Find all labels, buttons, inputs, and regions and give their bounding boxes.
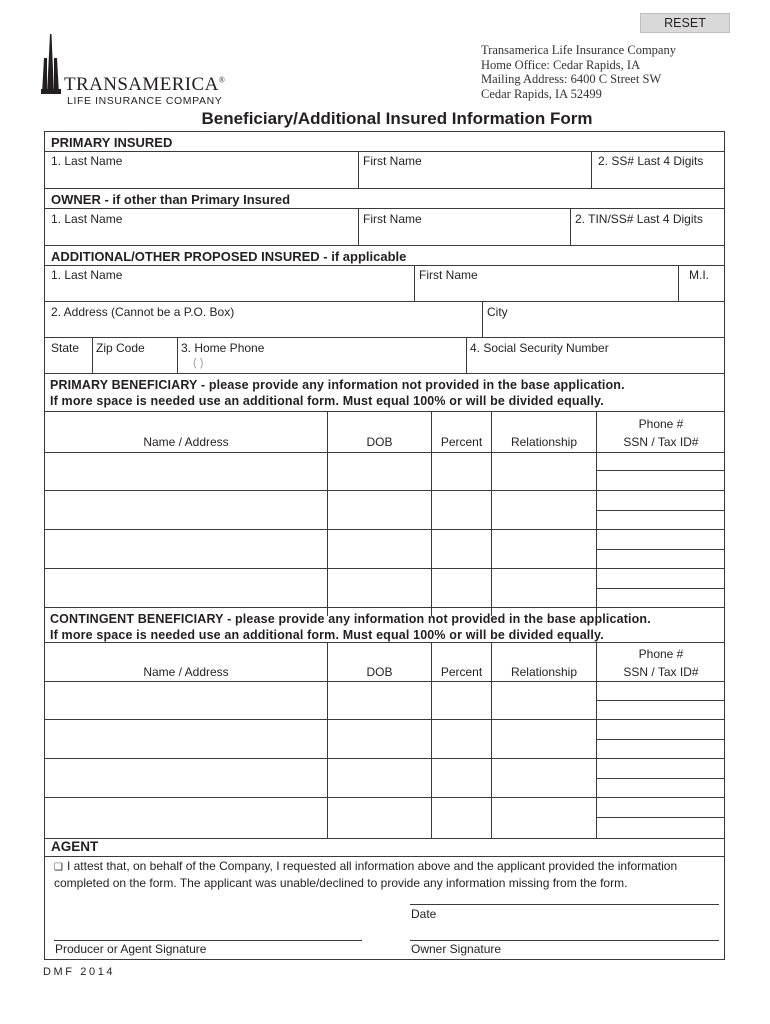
additional-state-label: State: [51, 341, 80, 355]
owner-heading: OWNER - if other than Primary Insured: [51, 192, 291, 207]
pb-row-4-relationship[interactable]: [492, 569, 596, 607]
primary-beneficiary-heading: PRIMARY BENEFICIARY - please provide any information not provided in the base application.: [50, 378, 625, 392]
additional-last-name-label: 1. Last Name: [51, 268, 123, 282]
cb-col-phone: Phone #: [638, 647, 684, 661]
additional-city-field[interactable]: [483, 301, 725, 337]
pb-row-2-relationship[interactable]: [492, 491, 596, 529]
producer-signature-line: [54, 940, 362, 941]
cb-row-1-phone-ssn[interactable]: [597, 682, 725, 719]
pb-row-2-name-address[interactable]: [45, 491, 327, 529]
pb-col-name-address: Name / Address: [143, 435, 229, 449]
cb-row-4-percent[interactable]: [432, 798, 491, 838]
primary-beneficiary-note: If more space is needed use an additional form. Must equal 100% or will be divided equally.: [50, 394, 604, 408]
pb-col-ssn-tax: SSN / Tax ID#: [623, 435, 699, 449]
pb-row-4-phone-ssn[interactable]: [597, 569, 725, 607]
attest-checkbox[interactable]: ❑: [54, 862, 63, 873]
city-state-zip: Cedar Rapids, IA 52499: [481, 86, 602, 101]
primary-insured-first-name-label: First Name: [363, 154, 422, 168]
pb-row-1-phone-ssn[interactable]: [597, 453, 725, 490]
cb-row-2-name-address[interactable]: [45, 720, 327, 758]
pb-col-dob: DOB: [366, 435, 393, 449]
form-title: Beneficiary/Additional Insured Information Form: [201, 109, 593, 128]
date-line: [410, 904, 719, 905]
producer-signature-field[interactable]: [54, 918, 362, 940]
mailing-address: Mailing Address: 6400 C Street SW: [481, 72, 662, 86]
reset-button[interactable]: RESET: [640, 13, 730, 33]
cb-row-4-name-address[interactable]: [45, 798, 327, 838]
transamerica-logo: [40, 34, 240, 106]
cb-row-3-percent[interactable]: [432, 759, 491, 797]
cb-row-1-relationship[interactable]: [492, 682, 596, 719]
logo-subline: LIFE INSURANCE COMPANY: [67, 95, 223, 107]
pb-col-phone: Phone #: [638, 417, 684, 431]
pb-row-2-dob[interactable]: [328, 491, 431, 529]
pb-row-3-percent[interactable]: [432, 530, 491, 568]
additional-mi-label: M.I.: [689, 268, 709, 282]
cb-row-4-relationship[interactable]: [492, 798, 596, 838]
pb-row-1-relationship[interactable]: [492, 453, 596, 490]
date-label: Date: [411, 907, 437, 921]
producer-signature-label: Producer or Agent Signature: [55, 942, 207, 956]
cb-row-1-dob[interactable]: [328, 682, 431, 719]
cb-row-3-dob[interactable]: [328, 759, 431, 797]
owner-signature-line: [410, 940, 719, 941]
home-office: Home Office: Cedar Rapids, IA: [481, 57, 641, 72]
cb-col-name-address: Name / Address: [143, 665, 229, 679]
cb-row-2-relationship[interactable]: [492, 720, 596, 758]
phone-area-code-parens: ( ): [193, 357, 204, 369]
pb-row-4-name-address[interactable]: [45, 569, 327, 607]
cb-row-3-phone-ssn[interactable]: [597, 759, 725, 797]
owner-signature-field[interactable]: [410, 918, 719, 940]
cb-row-1-percent[interactable]: [432, 682, 491, 719]
owner-signature-label: Owner Signature: [411, 942, 502, 956]
pb-row-3-name-address[interactable]: [45, 530, 327, 568]
owner-tin-label: 2. TIN/SS# Last 4 Digits: [575, 212, 703, 226]
pb-row-3-relationship[interactable]: [492, 530, 596, 568]
owner-first-name-label: First Name: [363, 212, 422, 226]
primary-insured-heading: PRIMARY INSURED: [51, 135, 173, 150]
pb-row-4-percent[interactable]: [432, 569, 491, 607]
cb-row-4-phone-ssn[interactable]: [597, 798, 725, 838]
company-address: [481, 43, 676, 101]
pb-row-4-dob[interactable]: [328, 569, 431, 607]
primary-insured-ss-label: 2. SS# Last 4 Digits: [598, 154, 704, 168]
cb-row-2-phone-ssn[interactable]: [597, 720, 725, 758]
additional-insured-heading: ADDITIONAL/OTHER PROPOSED INSURED - if applicable: [51, 249, 407, 264]
cb-col-percent: Percent: [440, 665, 483, 679]
cb-row-1-name-address[interactable]: [45, 682, 327, 719]
cb-row-2-dob[interactable]: [328, 720, 431, 758]
cb-row-3-relationship[interactable]: [492, 759, 596, 797]
cb-row-4-dob[interactable]: [328, 798, 431, 838]
company-name: Transamerica Life Insurance Company: [481, 43, 676, 57]
pb-row-2-percent[interactable]: [432, 491, 491, 529]
pb-row-1-dob[interactable]: [328, 453, 431, 490]
cb-col-ssn-tax: SSN / Tax ID#: [623, 665, 699, 679]
pb-row-2-phone-ssn[interactable]: [597, 491, 725, 529]
pb-col-percent: Percent: [440, 435, 483, 449]
agent-heading: AGENT: [51, 839, 99, 854]
registered-mark: ®: [218, 75, 226, 85]
attestation-text: I attest that, on behalf of the Company, I requested all information above and the applicant provided the information completed on the form. The applicant was unable/declined to provide any information missing from the form.: [54, 859, 678, 890]
pb-row-1-name-address[interactable]: [45, 453, 327, 490]
logo-wordmark: TRANSAMERICA: [64, 74, 219, 95]
additional-city-label: City: [487, 305, 508, 319]
form-code: DMF 2014: [43, 966, 116, 978]
pb-row-3-phone-ssn[interactable]: [597, 530, 725, 568]
pb-col-relationship: Relationship: [510, 435, 578, 449]
additional-home-phone-label: 3. Home Phone: [181, 341, 265, 355]
pb-row-3-dob[interactable]: [328, 530, 431, 568]
form-container: [44, 131, 725, 960]
primary-insured-last-name-label: 1. Last Name: [51, 154, 123, 168]
cb-row-3-name-address[interactable]: [45, 759, 327, 797]
cb-col-relationship: Relationship: [510, 665, 578, 679]
additional-address-label: 2. Address (Cannot be a P.O. Box): [51, 305, 235, 319]
cb-col-dob: DOB: [366, 665, 393, 679]
owner-last-name-label: 1. Last Name: [51, 212, 123, 226]
additional-zip-label: Zip Code: [96, 341, 145, 355]
cb-row-2-percent[interactable]: [432, 720, 491, 758]
date-field[interactable]: [410, 884, 719, 904]
additional-first-name-label: First Name: [419, 268, 478, 282]
pb-row-1-percent[interactable]: [432, 453, 491, 490]
contingent-beneficiary-heading: CONTINGENT BENEFICIARY - please provide any information not provided in the base application.: [50, 612, 651, 626]
additional-ssn-label: 4. Social Security Number: [470, 341, 609, 355]
contingent-beneficiary-note: If more space is needed use an additional form. Must equal 100% or will be divided equally.: [50, 628, 604, 642]
